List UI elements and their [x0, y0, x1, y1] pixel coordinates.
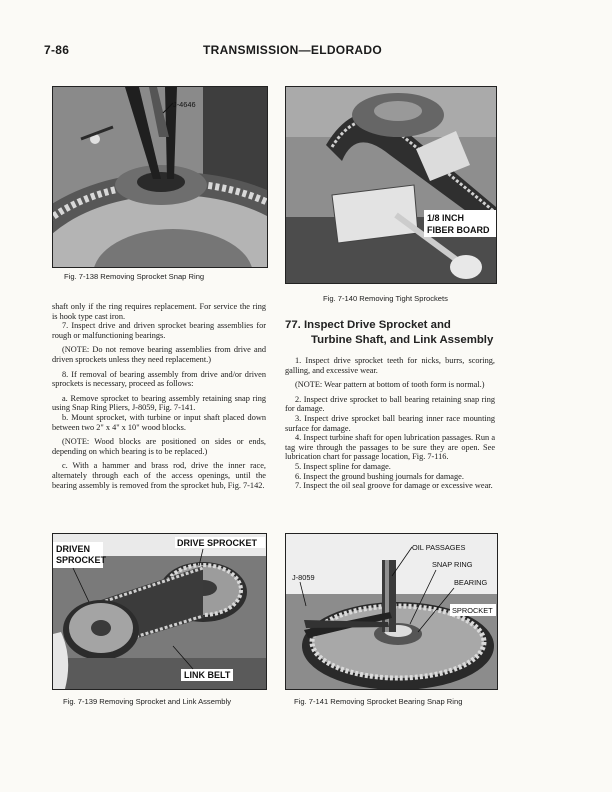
- caption-fig-7-138: Fig. 7-138 Removing Sprocket Snap Ring: [64, 272, 205, 281]
- photo-fig-7-140: [285, 86, 497, 284]
- photo-fig-7-139: [52, 533, 267, 690]
- left-para-2: 7. Inspect drive and driven sprocket bearing assemblies for rough or malfunctioning bearings.: [52, 321, 266, 340]
- photo-fig-7-141: [285, 533, 498, 690]
- right-para-1: 1. Inspect drive sprocket teeth for nicks, burrs, scoring, galling, and excessive wear.: [285, 356, 495, 375]
- label-snap-ring: SNAP RING: [432, 560, 473, 569]
- right-para-6: 5. Inspect spline for damage.: [295, 461, 391, 471]
- label-bearing: BEARING: [454, 578, 488, 587]
- left-para-5: a. Remove sprocket to bearing assembly retaining snap ring using Snap Ring Pliers, J-8059, Fig. 7-141.: [52, 393, 266, 413]
- section-title-line-1: 77. Inspect Drive Sprocket and: [285, 319, 451, 331]
- label-sprocket: SPROCKET: [452, 606, 493, 615]
- caption-fig-7-141: Fig. 7-141 Removing Sprocket Bearing Snap Ring: [294, 697, 463, 706]
- label-fiber-board-1: 1/8 INCH: [427, 213, 465, 223]
- section-title-line-2: Turbine Shaft, and Link Assembly: [311, 334, 494, 346]
- photo-fig-7-138: [52, 86, 268, 268]
- section-title: [285, 318, 515, 348]
- label-j-4646: J-4646: [173, 100, 196, 109]
- right-para-8: 7. Inspect the oil seal groove for damage or excessive wear.: [295, 481, 493, 491]
- right-para-3: 2. Inspect drive sprocket to ball bearing retaining snap ring for damage.: [285, 394, 495, 414]
- right-para-4: 3. Inspect drive sprocket ball bearing inner race mounting surface for damage.: [285, 413, 495, 433]
- label-j-8059: J-8059: [292, 573, 315, 582]
- caption-fig-7-139: Fig. 7-139 Removing Sprocket and Link Assembly: [63, 697, 231, 706]
- left-para-4: 8. If removal of bearing assembly from drive and/or driven sprockets is necessary, proceed as follows:: [52, 369, 266, 389]
- left-column-text: [52, 302, 266, 495]
- label-driven-1: DRIVEN: [56, 544, 91, 554]
- right-para-5: 4. Inspect turbine shaft for open lubrication passages. Run a tag wire through the passages to be sure they are open. See lubrication chart for passage location, Fig. 7-116.: [285, 433, 495, 462]
- left-para-8: c. With a hammer and brass rod, drive the inner race, alternately through each of the access openings, until the bearing assembly is removed from the sprocket hub, Fig. 7-142.: [52, 461, 266, 490]
- label-oil-passages: OIL PASSAGES: [412, 543, 466, 552]
- label-link-belt: LINK BELT: [184, 670, 231, 680]
- page-number: 7-86: [44, 43, 70, 57]
- left-para-3: (NOTE: Do not remove bearing assemblies from drive and driven sprockets unless they need replacement.): [52, 345, 266, 364]
- left-para-7: (NOTE: Wood blocks are positioned on sides or ends, depending on which bearing is to be replaced.): [52, 437, 266, 456]
- right-para-2: (NOTE: Wear pattern at bottom of tooth form is normal.): [295, 380, 485, 390]
- label-fiber-board-2: FIBER BOARD: [427, 225, 490, 235]
- caption-fig-7-140: Fig. 7-140 Removing Tight Sprockets: [323, 294, 448, 303]
- running-head: TRANSMISSION—ELDORADO: [203, 43, 382, 57]
- right-column-text: [285, 356, 495, 491]
- label-drive-sprocket: DRIVE SPROCKET: [177, 538, 258, 548]
- left-para-6: b. Mount sprocket, with turbine or input shaft placed down between two 2" x 4" x 10" wood blocks.: [52, 412, 266, 432]
- left-para-1: shaft only if the ring requires replacement. For service the ring is hook type cast iron.: [52, 302, 266, 321]
- right-para-7: 6. Inspect the ground bushing journals for damage.: [295, 471, 464, 481]
- label-driven-2: SPROCKET: [56, 555, 107, 565]
